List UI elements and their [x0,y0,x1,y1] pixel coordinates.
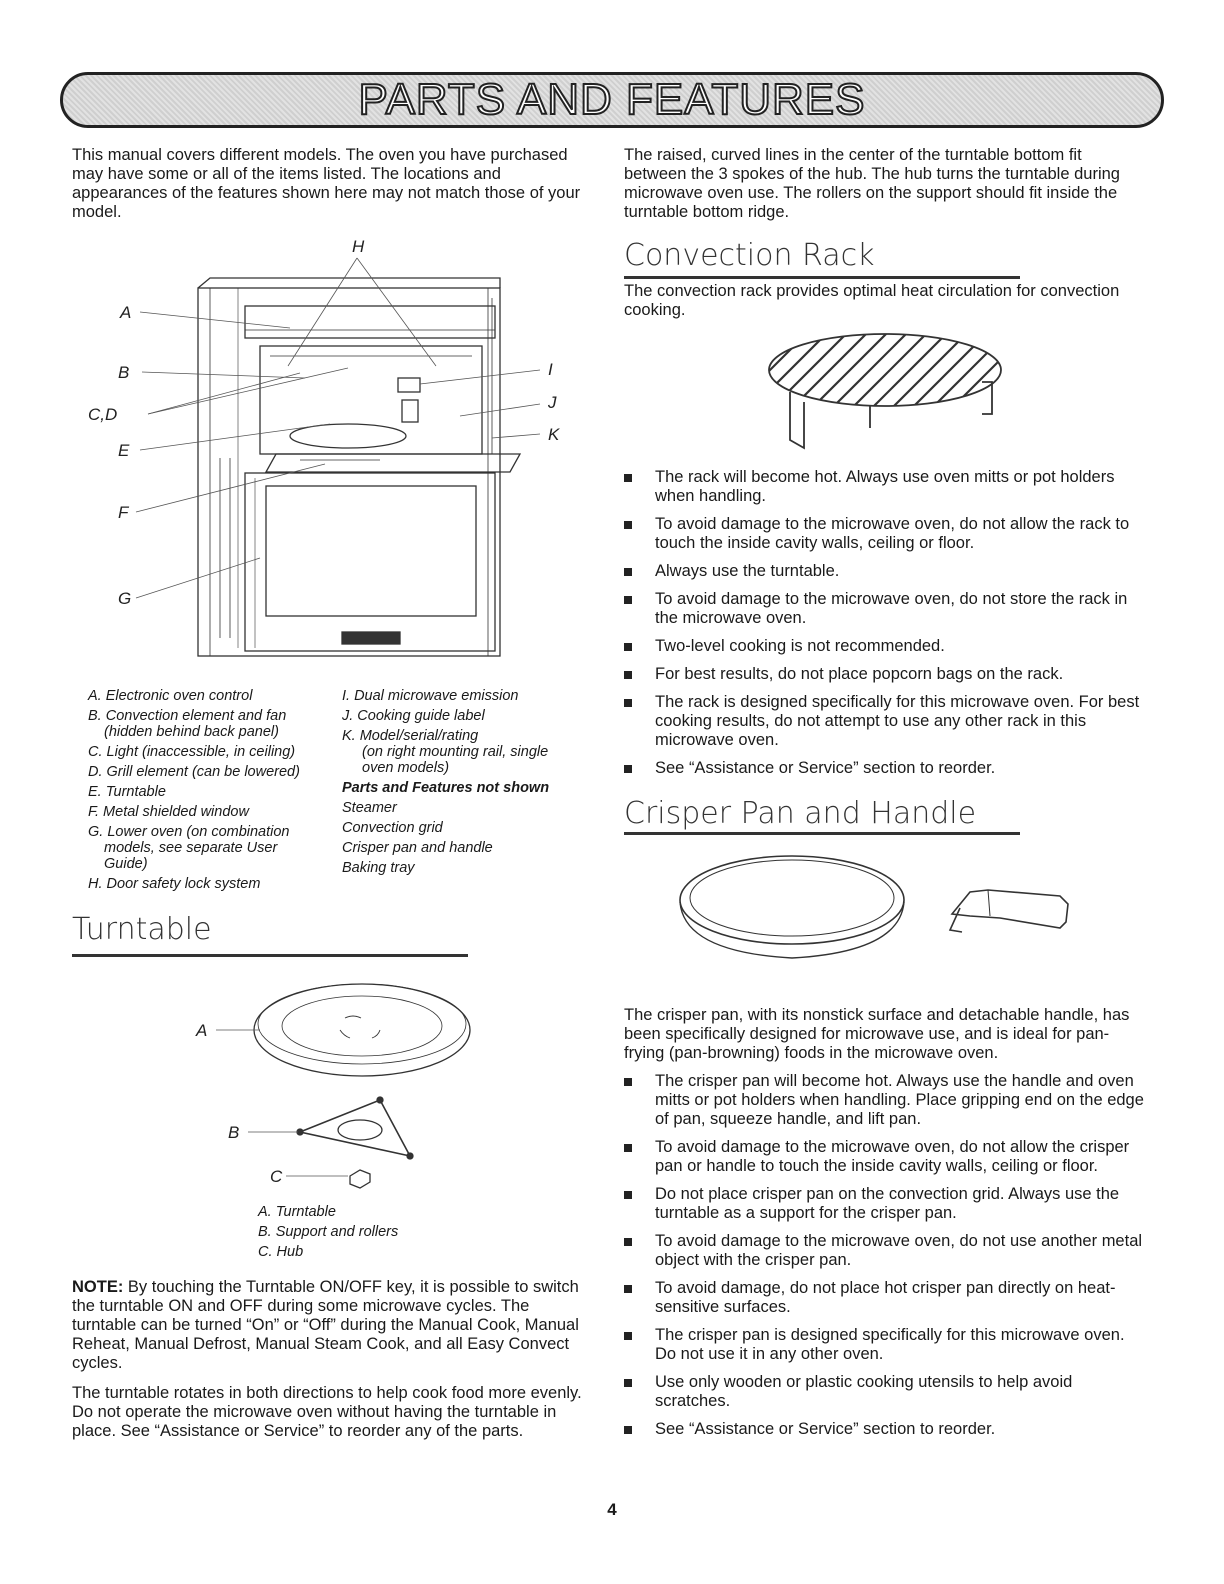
crisper-intro: The crisper pan, with its nonstick surface and detachable handle, has been specifically designed for microwave use, and is ideal for pan-frying (pan-browning) foods in the microwave oven. [624,1006,1130,1062]
rack-illustration [760,330,1010,460]
rack-bullet: To avoid damage to the microwave oven, do not store the rack in the microwave oven. [624,590,1144,628]
crisper-bullet: To avoid damage, do not place hot crisper pan directly on heat-sensitive surfaces. [624,1279,1144,1317]
crisper-bullet: The crisper pan is designed specifically for this microwave oven. Do not use it in any other oven. [624,1326,1144,1364]
callout-f: F [118,503,129,522]
legend-b: B. Convection element and fan [88,708,287,724]
turntable-diagram [190,980,490,1190]
legend-k-cont1: (on right mounting rail, single [362,744,549,760]
rack-bullet: See “Assistance or Service” section to reorder. [624,759,1144,778]
rack-bullet: The rack is designed specifically for this microwave oven. For best cooking results, do not attempt to use any other rack in this microwave oven. [624,693,1144,750]
convection-rack-bullets [624,468,1144,787]
oven-legend-left [88,688,338,892]
rack-bullet: Two-level cooking is not recommended. [624,637,1144,656]
not-shown-item: Baking tray [342,860,415,876]
legend-h: H. Door safety lock system [88,876,261,892]
legend-g-cont2: Guide) [104,856,148,872]
callout-cd: C,D [88,405,118,424]
legend-k-cont2: oven models) [362,760,450,776]
callout-e: E [118,441,130,460]
callout-k: K [548,425,560,444]
page-number: 4 [607,1500,617,1519]
legend-d: D. Grill element (can be lowered) [88,764,300,780]
legend-g: G. Lower oven (on combination [88,824,290,840]
not-shown-item: Convection grid [342,820,443,836]
oven-legend-right [342,688,592,876]
turntable-heading: Turntable [72,912,212,947]
intro-paragraph: This manual covers different models. The oven you have purchased may have some or all of the items listed. The locations and appearances of the features shown here may not match those of your model. [72,146,581,221]
crisper-bullet: The crisper pan will become hot. Always use the handle and oven mitts or pot holders when handling. Place gripping end on the edge of pan, squeeze handle, and lift pan. [624,1072,1144,1129]
right-intro: The raised, curved lines in the center of the turntable bottom fit between the 3 spokes of the hub. The hub turns the turntable during microwave oven use. The rollers on the support should fit inside the turntable bottom ridge. [624,146,1120,221]
turntable-callout-a: A [196,1021,208,1040]
callout-b: B [118,363,130,382]
crisper-bullet: See “Assistance or Service” section to reorder. [624,1420,1144,1439]
crisper-illustration [670,852,1090,972]
legend-f: F. Metal shielded window [88,804,249,820]
legend-c: C. Light (inaccessible, in ceiling) [88,744,296,760]
crisper-pan-image [670,852,1090,972]
convection-rack-image [760,330,1010,460]
not-shown-title: Parts and Features not shown [342,780,550,796]
crisper-rule [624,832,1020,835]
turntable-note [72,1278,592,1373]
turntable-callout-c: C [270,1167,283,1186]
legend-j: J. Cooking guide label [342,708,485,724]
crisper-heading: Crisper Pan and Handle [624,796,977,831]
note-text: By touching the Turntable ON/OFF key, it is possible to switch the turntable ON and OFF during some microwave cycles. The turntable can be turned “On” or “Off” during the Manual Cook, Manual Reheat, Manual Defrost, Manual Steam Cook, and all Easy Convect cycles. [72,1278,579,1372]
turntable-legend [258,1204,478,1260]
crisper-bullet: Use only wooden or plastic cooking utensils to help avoid scratches. [624,1373,1144,1411]
legend-i: I. Dual microwave emission [342,688,519,704]
rack-bullet: For best results, do not place popcorn bags on the rack. [624,665,1144,684]
crisper-bullet: Do not place crisper pan on the convection grid. Always use the turntable as a support for the crisper pan. [624,1185,1144,1223]
oven-illustration [80,228,580,678]
turntable-legend-a: A. Turntable [258,1204,336,1220]
callout-i: I [548,360,553,379]
legend-a: A. Electronic oven control [88,688,253,704]
not-shown-item: Crisper pan and handle [342,840,493,856]
convection-rack-rule [624,276,1020,279]
legend-e: E. Turntable [88,784,166,800]
convection-rack-intro: The convection rack provides optimal heat circulation for convection cooking. [624,282,1120,319]
callout-h: H [352,237,365,256]
convection-rack-heading: Convection Rack [624,238,875,273]
crisper-bullet: To avoid damage to the microwave oven, do not allow the crisper pan or handle to touch the inside cavity walls, ceiling or floor. [624,1138,1144,1176]
oven-diagram [80,228,580,678]
rack-bullet: The rack will become hot. Always use oven mitts or pot holders when handling. [624,468,1144,506]
crisper-bullets [624,1072,1144,1448]
note-label: NOTE: [72,1278,124,1296]
callout-j: J [548,393,557,412]
turntable-callout-b: B [228,1123,240,1142]
turntable-rule [72,954,468,957]
section-banner [60,72,1164,128]
rack-bullet: Always use the turntable. [624,562,1144,581]
legend-k: K. Model/serial/rating [342,728,479,744]
legend-b-cont: (hidden behind back panel) [104,724,279,740]
callout-a: A [120,303,132,322]
legend-g-cont1: models, see separate User [104,840,278,856]
crisper-bullet: To avoid damage to the microwave oven, do not use another metal object with the crisper pan. [624,1232,1144,1270]
banner-title: PARTS AND FEATURES [358,75,866,124]
turntable-legend-c: C. Hub [258,1244,304,1260]
not-shown-item: Steamer [342,800,397,816]
turntable-illustration [190,980,490,1190]
turntable-paragraph: The turntable rotates in both directions to help cook food more evenly. Do not operate the microwave oven without having the turntable in place. See “Assistance or Service” to reorder any of the parts. [72,1384,582,1440]
callout-g: G [118,589,132,608]
rack-bullet: To avoid damage to the microwave oven, do not allow the rack to touch the inside cavity walls, ceiling or floor. [624,515,1144,553]
turntable-legend-b: B. Support and rollers [258,1224,399,1240]
